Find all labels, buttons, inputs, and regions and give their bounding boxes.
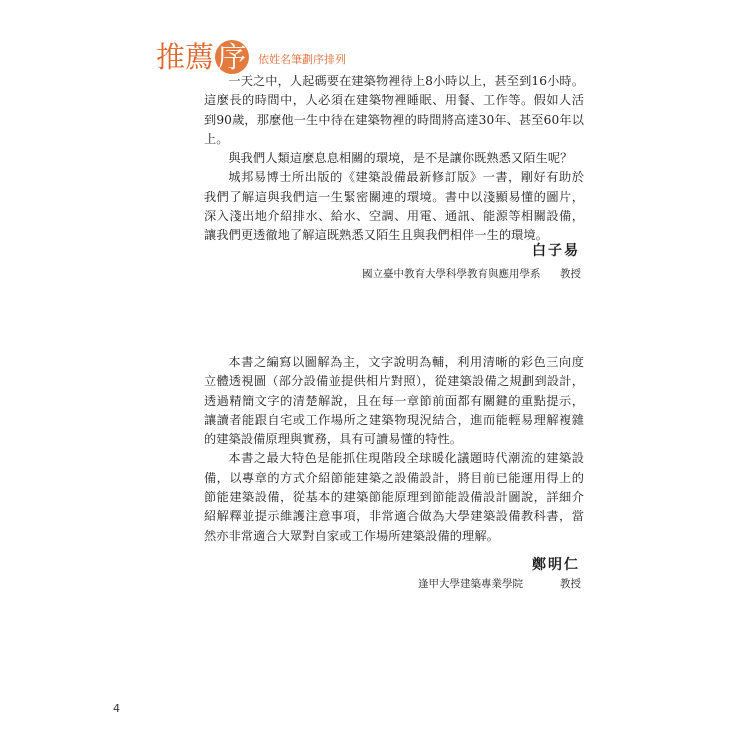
recommendation-2 [204,353,584,546]
author-title: 教授 [560,578,581,590]
paragraph: 一天之中，人起碼要在建築物裡待上8小時以上，甚至到16小時。這麼長的時間中，人必須在建築物裡睡眠、用餐、工作等。假如人活到90歲，那麼他一生中待在建築物裡的時間將高達30年、甚至60年以上。 [204,74,584,146]
author-title: 教授 [560,268,581,280]
author-organization: 國立臺中教育大學科學教育與應用學系 [362,268,541,280]
title-main-text: 推薦 [156,40,215,74]
page-number: 4 [113,702,120,715]
author-name: 白子易 [532,243,580,259]
recommendation-1 [204,72,584,246]
paragraph: 本書之編寫以圖解為主，文字說明為輔，利用清晰的彩色三向度立體透視圖（部分設備並提供相片對照），從建築設備之規劃到設計，透過精簡文字的清楚解說，且在每一章節前面都有關鍵的重點提示，讓讀者能跟自宅或工作場所之建築物現況結合，進而能輕易理解複雜的建築設備原理與實務，具有可讀易懂的特性。 [204,355,584,447]
title-badge: 序 [215,40,249,74]
page-title [156,40,249,74]
author-name: 鄭明仁 [532,557,580,573]
paragraph: 城邦易博士所出版的《建築設備最新修訂版》一書，剛好有助於我們了解這與我們這一生緊密關連的環境。書中以淺顯易懂的圖片，深入淺出地介紹排水、給水、空調、用電、通訊、能源等相關設備，讓我們更透徹地了解這既熟悉又陌生且與我們相伴一生的環境。 [204,170,584,243]
page-subtitle: 依姓名筆劃序排列 [258,53,346,66]
paragraph: 與我們人類這麼息息相關的環境，是不是讓你既熟悉又陌生呢？ [228,151,573,166]
paragraph: 本書之最大特色是能抓住現階段全球暖化議題時代潮流的建築設備，以專章的方式介紹節能建築之設備設計，將目前已能運用得上的節能建築設備，從基本的建築節能原理到節能設備設計圖說，詳細介紹解釋並提示維護注意事項，非常適合做為大學建築設備教科書，當然亦非常適合大眾對自家或工作場所建築設備的理解。 [204,451,584,543]
author-organization: 逢甲大學建築專業學院 [418,578,523,590]
